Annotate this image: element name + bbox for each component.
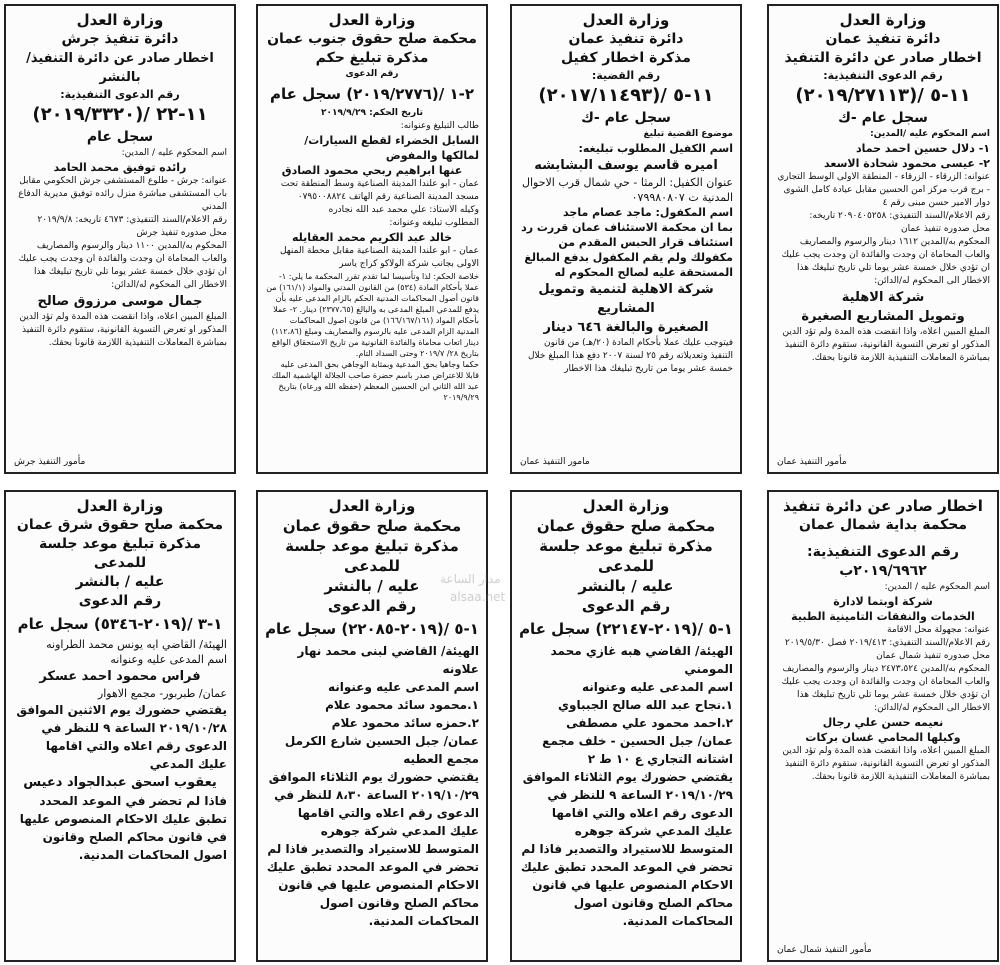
creditor-name: نعيمه حسن علي رجال	[822, 716, 944, 729]
ministry-title: وزارة العدل	[328, 11, 416, 29]
requester-label: طالب التبليغ وعنوانه:	[400, 121, 479, 131]
notice-title: اخطار صادر عن دائرة التنفيذ/بالنشر	[26, 51, 214, 85]
notice-title: اخطار صادر عن دائرة التنفيذ	[784, 50, 982, 66]
defendant-name-1: ١.محمود سائد محمود علام	[325, 698, 479, 712]
department-title: دائرة تنفيذ جرش	[61, 31, 179, 47]
case-label: رقم الدعوى التنفيذية:	[60, 88, 180, 101]
watermark-latin: alsaa.net	[450, 590, 506, 604]
case-number: رقم الدعوى التنفيذية: ٢٠١٩/٦٩٦٢ب	[807, 544, 959, 579]
signature: مامور التنفيذ عمان	[520, 457, 590, 467]
court-title: محكمة بداية شمال عمان	[799, 517, 967, 533]
debtor-name-2: الخدمات والنفقات التامينية الطبية	[791, 610, 975, 623]
debtor-name-2: ٢- عيسى محمود شحادة الاسعد	[824, 157, 990, 170]
court-title: محكمة صلح حقوق عمان	[536, 517, 716, 535]
judgment-amount: المحكوم به/المدين ١١٠٠ دينار والرسوم والمصاريف والعاب المحاماة ان وجدت والفائدة ان وجدت يجب عليك ان تؤدي خلال خمسة عشر يوما تلي تاريخ تبليغك هذا الاخطار الى المحكوم له/الدائن:	[18, 241, 227, 290]
notice-body: يقتضي حضورك يوم الثلاثاء الموافق ٢٠١٩/١٠/٢٩ الساعة ٨،٣٠ للنظر في الدعوى رقم اعلاه والتي اقامها عليك المدعي شركة جوهره المتوسط للاستيراد والتصدير فاذا لم تحضر في الموعد المحدد تطبق عليك الاحكام المنصوص عليها في قانون محاكم الصلح وقانون اصول المحاكمات المدنية.	[266, 770, 479, 928]
case-number: ٢-١ /(٢٠١٩/٢٧٧٦) سجل عام	[270, 85, 474, 103]
notice-body-1: يقتضي حضورك يوم الاثنين الموافق ٢٠١٩/١٠/٢٨ الساعة ٩ للنظر في الدعوى رقم اعلاه والتي اقامها عليك المدعي	[16, 703, 227, 771]
judgment-closing: حكما وجاهيا بحق المدعية وبمثابة الوجاهي بحق المدعى عليه قابلا للاعتراض صدر باسم حضرة صاحب الجلالة الهاشمية الملك عبد الله الثاني ابن الحسين المعظم (حفظه الله ورعاه) بتاريخ ٢٠١٩/٩/٢٩	[271, 360, 479, 402]
defendant-label: اسم المدعى عليه وعنوانه	[327, 680, 479, 694]
case-number: ١-٥ /(٢٠١٩-٢٢١٤٧) سجل عام	[519, 620, 733, 638]
case-number: ١-٥ /(٢٠١٩-٢٢٠٨٥) سجل عام	[265, 620, 479, 638]
case-label: رقم الدعوى	[345, 69, 399, 79]
notice-body: يقتضي حضورك يوم الثلاثاء الموافق ٢٠١٩/١٠/٢٩ الساعة ٩ للنظر في الدعوى رقم اعلاه والتي اقامها عليك المدعي شركة جوهره المتوسط للاستيراد والتصدير فاذا لم تحضر في الموعد المحدد تطبق عليك الاحكام المنصوص عليها في قانون محاكم الصلح وقانون اصول المحاكمات المدنية.	[520, 770, 733, 928]
notice-south-amman-judgment	[256, 4, 488, 474]
defendant-name-2: ٢.حمزه سائد محمود علام	[331, 716, 479, 730]
court-title: محكمة صلح حقوق جنوب عمان	[267, 31, 477, 47]
register-label: سجل عام	[86, 129, 154, 145]
requester-name: السابل الخضراء لقطع السيارات/ لمالكها والمفوض	[304, 134, 479, 162]
register-label: سجل عام -ك	[581, 110, 671, 126]
notice-body: المبلغ المبين اعلاه، واذا انقضت هذه المدة ولم تؤد الدين المذكور او تعرض التسوية القانونية، ستقوم دائرة التنفيذ بمباشرة المعاملات التنفيذية اللازمة قانونا بحقك.	[782, 746, 990, 782]
creditor-name-1: شركة الاهلية لتنمية وتمويل المشاريع	[538, 282, 714, 316]
debtor-name-1: ١- دلال حسين احمد حماد	[856, 142, 990, 155]
notice-title-2: عليه / بالنشر	[578, 577, 674, 595]
debtor-name-1: شركة اوبتما لادارة	[833, 595, 933, 608]
requester-agent: عنها ابراهيم ربحي محمود الصادق	[281, 164, 463, 177]
guarantor-name: اميره قاسم يوسف البشابشه	[534, 158, 718, 173]
defendant-address: عمان/ طبربور- مجمع الاهوار	[97, 687, 227, 700]
case-label: رقم الدعوى	[327, 597, 417, 615]
notice-title: مذكرة تبليغ موعد جلسة للمدعى	[539, 537, 713, 575]
creditor-amount: الصغيرة والبالغة ٦٤٦ دينار	[543, 320, 709, 335]
ministry-title: وزارة العدل	[76, 11, 164, 29]
watermark-arabic: مدار الساعة	[440, 572, 501, 586]
notice-jerash-execution	[4, 4, 236, 474]
case-label: رقم الدعوى	[78, 593, 162, 609]
respondent-name: خالد عبد الكريم محمد العقايله	[291, 231, 453, 244]
notice-body-2: فيتوجب عليك عملا بأحكام المادة (٢٠/هـ) من قانون التنفيذ وتعديلاته رقم ٢٥ لسنة ٢٠٠٧ دفع هذا المبلغ خلال خمسة عشر يوما من تاريخ تبليغك هذا الاخطار	[528, 338, 733, 374]
notice-title: مذكرة اخطار كفيل	[561, 50, 691, 66]
defendant-address: عمان/ جبل الحسين - خلف مجمع اشتانه التجاري ع ١٠ ط ٢	[542, 734, 733, 766]
notice-body-2: فاذا لم تحضر في الموعد المحدد تطبق عليك الاحكام المنصوص عليها في قانون محاكم الصلح وقانون اصول المحاكمات المدنية.	[19, 794, 227, 862]
creditor-lawyer: وكيلها المحامي غسان بركات	[805, 731, 961, 744]
notice-amman-guarantor	[510, 4, 742, 474]
requester-address: عمان - ابو علندا المدينة الصناعية وسط المنطقة تحت مسجد المدينة الصناعية رقم الهاتف ٠٧٩٥٠٠٨٨٢٤	[280, 179, 479, 202]
debtor-label: اسم المحكوم عليه / المدين:	[884, 582, 990, 592]
debtor-name: رائده توفيق محمد الحامد	[53, 161, 187, 174]
guaranteed-party: اسم المكفول: ماجد عصام ماجد	[563, 206, 733, 219]
judge-name: الهيئة/ القاضي هبه غازي محمد المومني	[550, 644, 733, 676]
writ-number: رقم الاعلام/السند التنفيذي: ٢٠٩٠٤٠٥٢٥٨ تاريخه:	[809, 211, 990, 221]
court-title: محكمة صلح حقوق شرق عمان	[16, 517, 224, 533]
guarantor-address: عنوان الكفيل: الرمثا - حي شمال قرب الاحوال المدنية ت ٠٧٩٩٨٠٨٠٧	[521, 176, 733, 204]
notice-amman-hearing-2	[256, 490, 488, 962]
case-number: ١-٣ /(٢٠١٩-٥٣٤٦) سجل عام	[17, 615, 223, 633]
defendant-name: فراس محمود احمد عسكر	[39, 669, 201, 684]
defendant-address: عمان/ جبل الحسين شارع الكرمل مجمع العطيه	[284, 734, 479, 766]
case-number: ١١-٥ /(٢٠١٧/١١٤٩٣)	[538, 85, 714, 106]
lawyer-name: وكيله الاستاذ: علي محمد عبد الله نجادره	[328, 205, 479, 215]
notice-body: المبلغ المبين اعلاه، واذا انقضت هذه المدة ولم تؤد الدين المذكور او تعرض التسوية القانونية، ستقوم دائرة التنفيذ بمباشرة المعاملات التنفيذية اللازمة قانونا بحقك.	[19, 312, 227, 348]
notice-title: اخطار صادر عن دائرة تنفيذ	[783, 497, 983, 515]
ministry-title: وزارة العدل	[839, 11, 927, 29]
signature: مأمور التنفيذ شمال عمان	[777, 945, 872, 955]
defendant-name-2: ٢.احمد محمود علي مصطفى	[566, 716, 733, 730]
judgment-amount: المحكوم به/المدين ٢٤٧٣،٥٢٤ دينار والرسوم والمصاريف والعاب المحاماة ان وجدت والفائدة ان وجدت يجب عليك ان تؤدي خلال خمسة عشر يوما تلي تاريخ تبليغك هذا الاخطار الى المحكوم له/الدائن:	[781, 664, 990, 713]
creditor-name-1: شركة الاهلية	[841, 290, 925, 305]
issuing-office: محل صدوره تنفيذ جرش	[136, 228, 227, 238]
defendant-label: اسم المدعى عليه وعنوانه	[581, 680, 733, 694]
notice-east-amman-hearing	[4, 490, 236, 962]
signature: مأمور التنفيذ عمان	[777, 457, 847, 467]
guarantor-label: اسم الكفيل المطلوب تبليغه:	[578, 142, 733, 155]
case-label: رقم الدعوى	[581, 597, 671, 615]
writ-number: رقم الاعلام/السند التنفيذي: ٢٠١٩/٤١٣ فصل ٢٠١٩/٥/٣٠	[784, 638, 990, 648]
case-label: رقم الدعوى التنفيذية:	[823, 69, 943, 82]
department-title: دائرة تنفيذ عمان	[568, 31, 684, 47]
judgment-date: تاريخ الحكم: ٢٠١٩/٩/٢٩	[321, 108, 423, 118]
ministry-title: وزارة العدل	[582, 497, 670, 515]
issuing-office: محل صدوره تنفيذ عمان	[901, 224, 990, 234]
register-label: سجل عام -ك	[838, 110, 928, 126]
writ-number: رقم الاعلام/السند التنفيذي: ٤٦٧٣ تاريخه: ٢٠١٩/٩/٨	[37, 215, 227, 225]
notice-north-amman-execution	[767, 490, 999, 962]
respondent-address: عمان - ابو علندا المدينة الصناعية مقابل محطة المنهل الاولى بجانب شركة الولاكو كراج ياسر	[279, 246, 479, 269]
plaintiff-name: يعقوب اسحق عبدالجواد دعيس	[23, 775, 217, 790]
department-title: دائرة تنفيذ عمان	[825, 31, 941, 47]
notice-amman-hearing-1	[510, 490, 742, 962]
debtor-label: اسم المحكوم عليه / المدين:	[121, 148, 227, 158]
issuing-office: محل صدوره تنفيذ شمال عمان	[876, 651, 990, 661]
notice-body-1: بما ان محكمة الاستئناف عمان قررت رد استئناف قرار الحبس المقدم من مكفولك ولم يقم المكفول بدفع المبالغ المستحقة عليه لصالح المحكوم له	[521, 221, 733, 279]
case-number: ١١-٢٢ /(٢٠١٩/٣٣٢٠)	[32, 104, 208, 125]
judge-name: الهيئة/ القاضي ايه يونس محمد الطراونه	[46, 638, 227, 651]
debtor-label: اسم المحكوم عليه /المدين:	[870, 129, 990, 139]
court-title: محكمة صلح حقوق عمان	[282, 517, 462, 535]
notice-title-2: عليه / بالنشر	[324, 577, 420, 595]
debtor-address: عنوانه: جرش - طلوع المستشفى جرش الحكومي مقابل باب المستشفى مباشرة منزل رائده توفيق مديرية الدفاع المدني	[18, 176, 227, 212]
defendant-name-1: ١.نجاح عبد الله صالح الجبباوي	[557, 698, 733, 712]
ministry-title: وزارة العدل	[328, 497, 416, 515]
case-label: رقم القضية:	[591, 69, 661, 82]
ministry-title: وزارة العدل	[582, 11, 670, 29]
case-number: ١١-٥ /(٢٠١٩/٢٧١١٣)	[795, 85, 971, 106]
creditor-name: جمال موسى مرزوق صالح	[37, 294, 203, 309]
creditor-name-2: وتمويل المشاريع الصغيرة	[801, 309, 965, 324]
notice-title: مذكرة تبليغ حكم	[315, 50, 429, 66]
judge-name: الهيئة/ القاضي لبنى محمد نهار علاونه	[297, 644, 479, 676]
case-subject: موضوع القضية تبليغ	[643, 129, 733, 139]
notice-title: مذكرة تبليغ موعد جلسة للمدعى	[38, 536, 202, 571]
judgment-amount: المحكوم به/المدين ١٦١٢ دينار والرسوم والمصاريف والعاب المحاماة ان وجدت والفائدة ان وجدت يجب عليك ان تؤدي خلال خمسة عشر يوما تلي تاريخ تبليغك هذا الاخطار الى المحكوم له/الدائن:	[781, 237, 990, 286]
notice-amman-execution-1	[767, 4, 999, 474]
notice-body: المبلغ المبين اعلاه، واذا انقضت هذه المدة ولم تؤد الدين المذكور او تعرض التسوية القانونية، ستقوم دائرة التنفيذ بمباشرة المعاملات التنفيذية اللازمة قانونا بحقك.	[782, 327, 990, 363]
notice-title-2: عليه / بالنشر	[75, 574, 165, 590]
ministry-title: وزارة العدل	[76, 497, 164, 515]
debtor-address: عنوانه: الزرقاء - الزرقاء - المنطقة الاولى الوسط التجاري - برج قرب مركز امن الحسين مقابل عيادة كامل الشوى دوار الامير حسن مبنى رقم ٤	[777, 172, 990, 208]
judgment-summary: خلاصة الحكم: لذا وتأسيسا لما تقدم تقرر المحكمة ما يلي: ١- عملا بأحكام المادة (٥٣٤) من القانون المدني والمواد (١٦١/١) من قانون أصول المحاكمات المدنية الحكم بالزام المدعى عليه بأن يدفع للمدعي المبلغ المدعى به والبالغ (٢٣٧٧،٦٥) دينار. ٢- عملا بأحكام المواد (١٦٦/١٦٧/١٦١) من قانون اصول المحاكمات المدنية الزام المدعى عليه بالرسوم والمصاريف ومبلغ (١١٢،٨٦) دينار اتعاب محاماة والفائدة القانونية من تاريخ الاستحقاق الواقع بتاريخ ٢٨/ ٢٠١٩/٧ وحتى السداد التام.	[266, 272, 479, 358]
debtor-address: عنوانه: مجهولة محل الاقامة	[887, 625, 990, 635]
defendant-label: اسم المدعى عليه وعنوانه	[110, 653, 227, 666]
notice-title: مذكرة تبليغ موعد جلسة للمدعى	[285, 537, 459, 575]
respondent-label: المطلوب تبليغه وعنوانه:	[389, 218, 479, 228]
signature: مأمور التنفيذ جرش	[14, 457, 86, 467]
